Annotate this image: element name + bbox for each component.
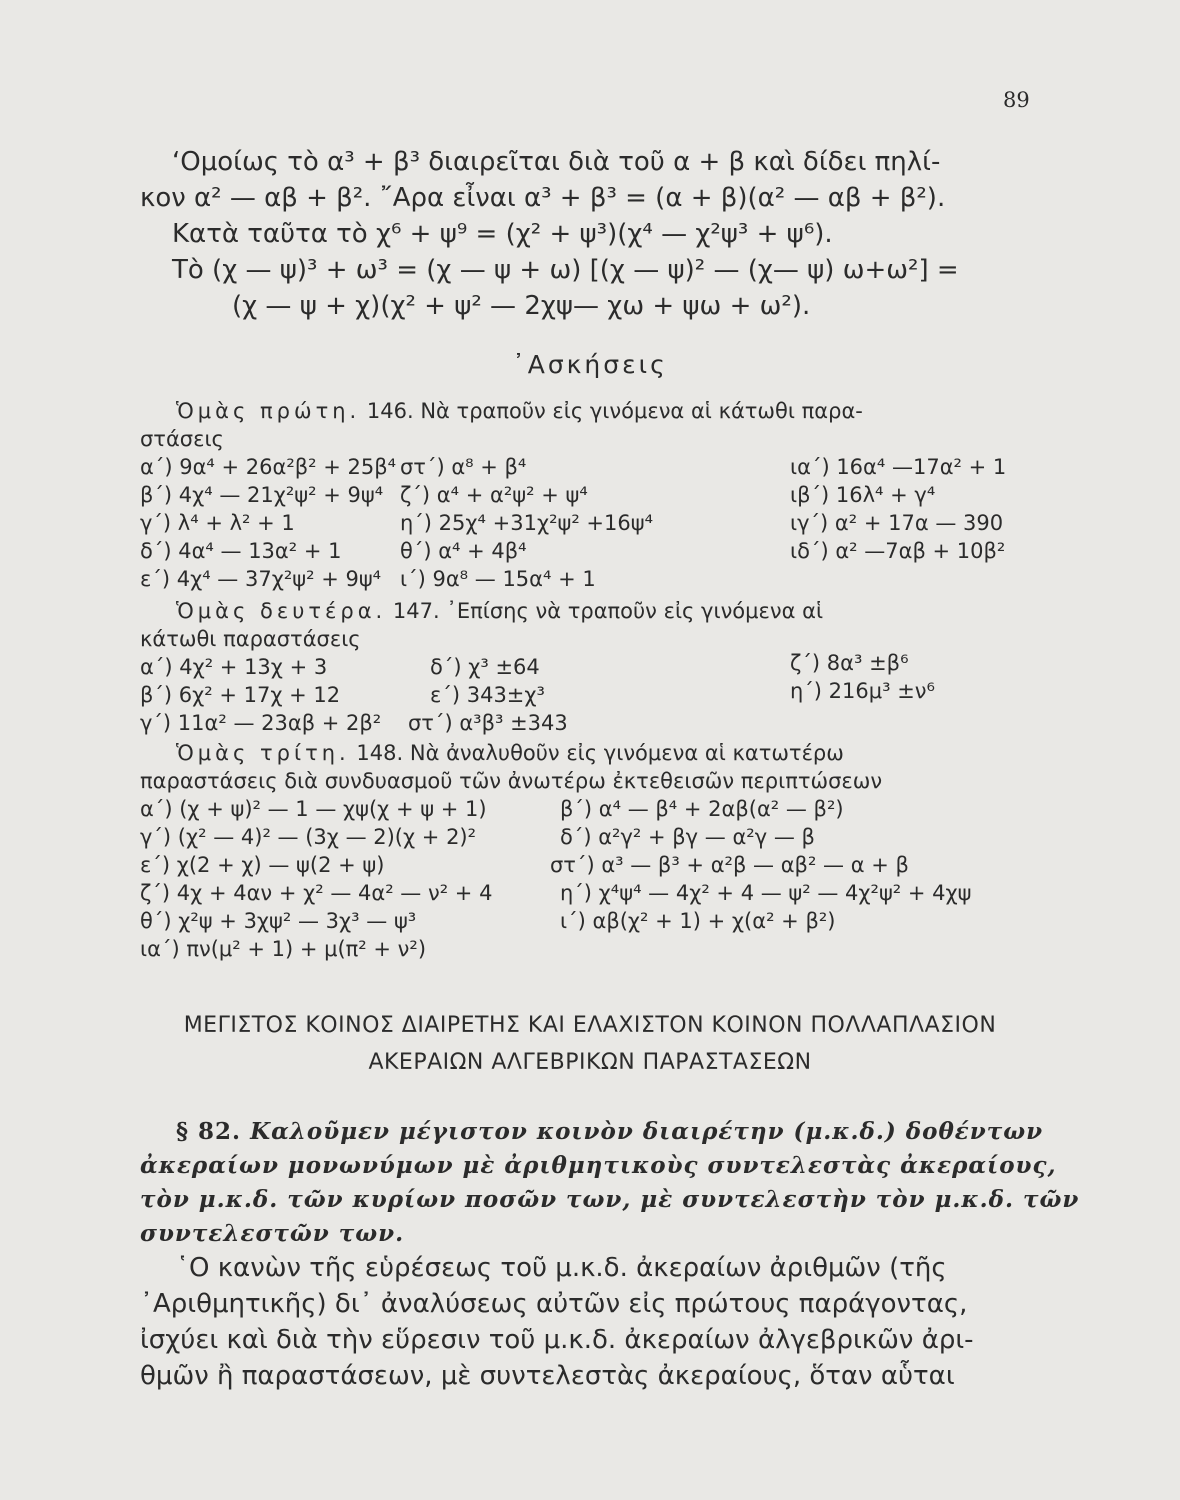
g1-item: ιγ΄) α² + 17α — 390 bbox=[790, 511, 1004, 535]
group1-title: Ὁμὰς πρώτη. bbox=[176, 399, 361, 423]
group2-text-cont: κάτωθι παραστάσεις bbox=[140, 627, 361, 651]
exercises-heading: ᾿Ασκήσεις bbox=[512, 350, 668, 379]
g2-item: δ΄) χ³ ±64 bbox=[430, 655, 540, 679]
g3-item: ι΄) αβ(χ² + 1) + χ(α² + β²) bbox=[560, 909, 836, 933]
group2-text: 147. ᾿Επίσης νὰ τραποῦν εἰς γινόμενα αἱ bbox=[392, 599, 824, 623]
g3-item: ια΄) πν(μ² + 1) + μ(π² + ν²) bbox=[140, 937, 427, 961]
g1-item: γ΄) λ⁴ + λ² + 1 bbox=[140, 511, 295, 535]
g2-item: γ΄) 11α² — 23αβ + 2β² bbox=[140, 711, 382, 735]
g1-item: ιβ΄) 16λ⁴ + γ⁴ bbox=[790, 483, 936, 507]
group3-text: 148. Νὰ ἀναλυθοῦν εἰς γινόμενα αἱ κατωτέρω bbox=[356, 741, 844, 765]
g3-item: η΄) χ⁴ψ⁴ — 4χ² + 4 — ψ² — 4χ²ψ² + 4χψ bbox=[560, 881, 972, 905]
g1-item: ι΄) 9α⁸ — 15α⁴ + 1 bbox=[400, 567, 596, 591]
intro-line: Κατὰ ταῦτα τὸ χ⁶ + ψ⁹ = (χ² + ψ³)(χ⁴ — χ²ψ³ + ψ⁶). bbox=[172, 219, 833, 249]
g3-item: ε΄) χ(2 + χ) — ψ(2 + ψ) bbox=[140, 853, 385, 877]
g3-item: ζ΄) 4χ + 4αν + χ² — 4α² — ν² + 4 bbox=[140, 881, 493, 905]
chapter-title: ΜΕΓΙΣΤΟΣ ΚΟΙΝΟΣ ΔΙΑΙΡΕΤΗΣ ΚΑΙ ΕΛΑΧΙΣΤΟΝ ΚΟΙΝΟΝ ΠΟΛΛΑΠΛΑΣΙΟΝ bbox=[183, 1013, 997, 1038]
rule-line: ῾Ο κανὼν τῆς εὑρέσεως τοῦ μ.κ.δ. ἀκεραίων ἀριθμῶν (τῆς bbox=[176, 1253, 947, 1283]
intro-line: Τὸ (χ — ψ)³ + ω³ = (χ — ψ + ω) [(χ — ψ)² — (χ— ψ) ω+ω²] = bbox=[172, 255, 959, 285]
g1-item: ζ΄) α⁴ + α²ψ² + ψ⁴ bbox=[400, 483, 588, 507]
rule-line: θμῶν ἢ παραστάσεων, μὲ συντελεστὰς ἀκεραίους, ὅταν αὗται bbox=[140, 1361, 955, 1391]
group1-text: 146. Νὰ τραποῦν εἰς γινόμενα αἱ κάτωθι παρα- bbox=[366, 399, 863, 423]
g1-item: β΄) 4χ⁴ — 21χ²ψ² + 9ψ⁴ bbox=[140, 483, 384, 507]
g1-item: στ΄) α⁸ + β⁴ bbox=[400, 455, 527, 479]
intro-line: (χ — ψ + χ)(χ² + ψ² — 2χψ— χω + ψω + ω²). bbox=[232, 291, 811, 321]
group1-intro bbox=[176, 398, 863, 424]
g3-item: γ΄) (χ² — 4)² — (3χ — 2)(χ + 2)² bbox=[140, 825, 477, 849]
group3-intro bbox=[176, 740, 844, 766]
g1-item: ια΄) 16α⁴ —17α² + 1 bbox=[790, 455, 1007, 479]
g1-item: ιδ΄) α² —7αβ + 10β² bbox=[790, 539, 1006, 563]
g3-item: στ΄) α³ — β³ + α²β — αβ² — α + β bbox=[550, 853, 909, 877]
g2-item: η΄) 216μ³ ±ν⁶ bbox=[790, 679, 935, 703]
g1-item: η΄) 25χ⁴ +31χ²ψ² +16ψ⁴ bbox=[400, 511, 654, 535]
g1-item: δ΄) 4α⁴ — 13α² + 1 bbox=[140, 539, 342, 563]
section-number: § 82. bbox=[176, 1118, 242, 1145]
g2-item: β΄) 6χ² + 17χ + 12 bbox=[140, 683, 341, 707]
g1-item: ε΄) 4χ⁴ — 37χ²ψ² + 9ψ⁴ bbox=[140, 567, 382, 591]
group3-text-cont: παραστάσεις διὰ συνδυασμοῦ τῶν ἀνωτέρω ἐκτεθεισῶν περιπτώσεων bbox=[140, 769, 883, 793]
group2-intro bbox=[176, 598, 823, 624]
section-def-line: τὸν μ.κ.δ. τῶν κυρίων ποσῶν των, μὲ συντελεστὴν τὸν μ.κ.δ. τῶν bbox=[140, 1186, 1080, 1213]
section-def-line: συντελεστῶν των. bbox=[140, 1220, 405, 1247]
rule-line: ἰσχύει καὶ διὰ τὴν εὕρεσιν τοῦ μ.κ.δ. ἀκεραίων ἀλγεβρικῶν ἀρι- bbox=[140, 1325, 974, 1355]
group3-title: Ὁμὰς τρίτη. bbox=[176, 741, 350, 765]
page-number: 89 bbox=[1003, 88, 1030, 112]
section-def-text: Καλοῦμεν μέγιστον κοινὸν διαιρέτην (μ.κ.δ.) δοθέντων bbox=[250, 1118, 1044, 1145]
g1-item: α΄) 9α⁴ + 26α²β² + 25β⁴ bbox=[140, 455, 397, 479]
group2-title: Ὁμὰς δευτέρα. bbox=[176, 599, 387, 623]
intro-line: ‘Ομοίως τὸ α³ + β³ διαιρεῖται διὰ τοῦ α + β καὶ δίδει πηλί- bbox=[172, 147, 941, 177]
section-def-line: ἀκεραίων μονωνύμων μὲ ἀριθμητικοὺς συντελεστὰς ἀκεραίους, bbox=[140, 1152, 1057, 1179]
intro-line: κον α² — αβ + β². ῎Αρα εἶναι α³ + β³ = (α + β)(α² — αβ + β²). bbox=[140, 183, 946, 213]
g2-item: στ΄) α³β³ ±343 bbox=[408, 711, 568, 735]
chapter-title-cont: ΑΚΕΡΑΙΩΝ ΑΛΓΕΒΡΙΚΩΝ ΠΑΡΑΣΤΑΣΕΩΝ bbox=[368, 1050, 812, 1075]
group1-text-cont: στάσεις bbox=[140, 427, 224, 451]
section-def-line bbox=[176, 1116, 1043, 1148]
g2-item: α΄) 4χ² + 13χ + 3 bbox=[140, 655, 328, 679]
g3-item: θ΄) χ²ψ + 3χψ² — 3χ³ — ψ³ bbox=[140, 909, 417, 933]
rule-line: ᾿Αριθμητικῆς) δι᾿ ἀναλύσεως αὐτῶν εἰς πρώτους παράγοντας, bbox=[140, 1289, 968, 1319]
g2-item: ζ΄) 8α³ ±β⁶ bbox=[790, 651, 909, 675]
g3-item: δ΄) α²γ² + βγ — α²γ — β bbox=[560, 825, 815, 849]
g3-item: β΄) α⁴ — β⁴ + 2αβ(α² — β²) bbox=[560, 797, 844, 821]
g3-item: α΄) (χ + ψ)² — 1 — χψ(χ + ψ + 1) bbox=[140, 797, 487, 821]
g2-item: ε΄) 343±χ³ bbox=[430, 683, 545, 707]
g1-item: θ΄) α⁴ + 4β⁴ bbox=[400, 539, 527, 563]
